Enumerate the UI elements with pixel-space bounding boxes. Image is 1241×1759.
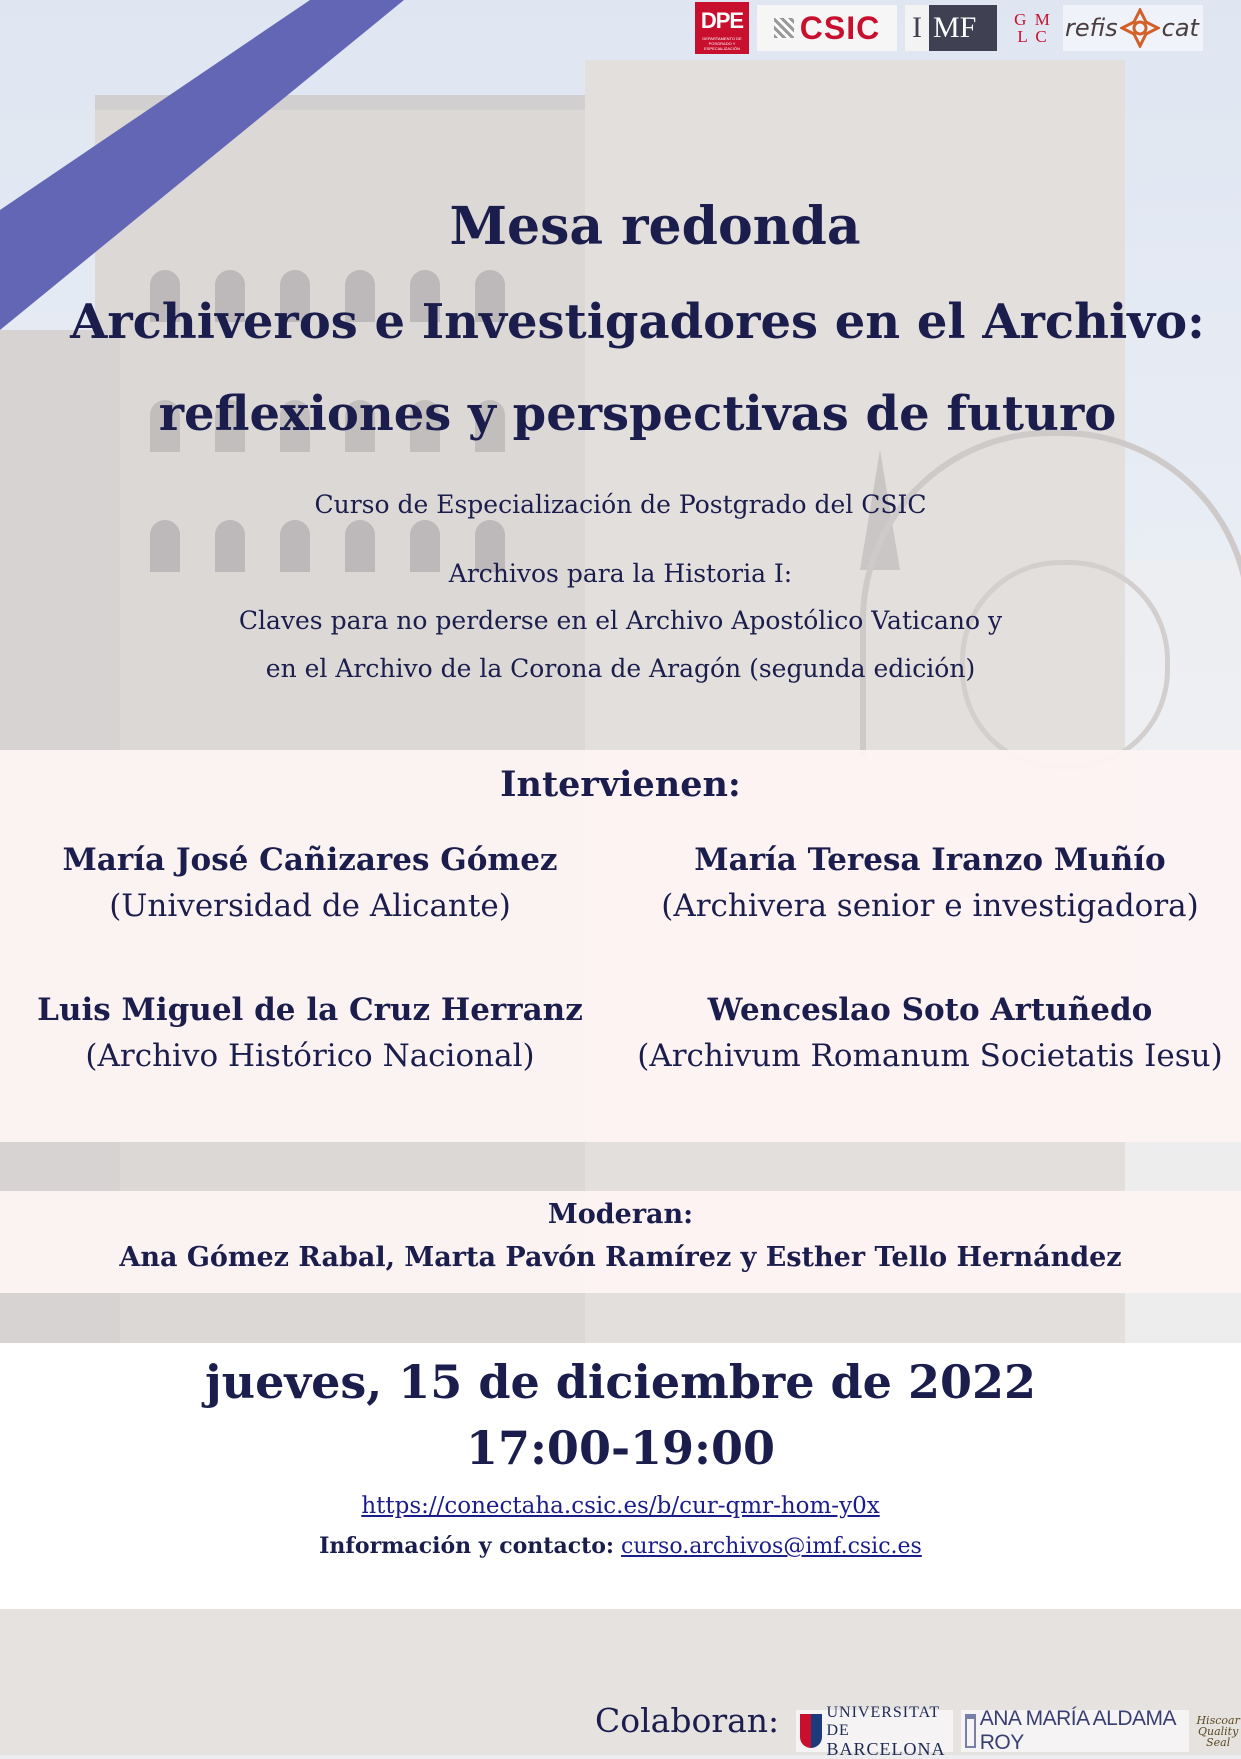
speaker [0, 992, 620, 1074]
csic-logo[interactable] [757, 5, 897, 51]
speaker-name: María José Cañizares Gómez [62, 842, 558, 878]
refiscat-logo-right: cat [1161, 14, 1199, 42]
collaborator-logos [796, 1704, 1241, 1759]
quality-seal-logo[interactable] [1195, 1710, 1241, 1752]
collaborators-label: Colaboran: [595, 1701, 780, 1740]
speaker [0, 842, 620, 924]
csic-mark-icon [774, 18, 794, 38]
shield-icon [800, 1714, 822, 1748]
moderators-heading: Moderan: [547, 1199, 694, 1230]
dpe-logo[interactable] [695, 2, 749, 54]
column-icon [965, 1714, 976, 1748]
course-title-line-3: en el Archivo de la Corona de Aragón (segunda edición) [265, 654, 976, 683]
dpe-logo-text: DPE [700, 8, 744, 33]
speaker-affiliation: (Archivum Romanum Societatis Iesu) [637, 1038, 1223, 1074]
imf-logo-mf: MF [933, 11, 977, 44]
event-time: 17:00-19:00 [465, 1421, 776, 1475]
title-line-1: Archiveros e Investigadores en el Archivo: [70, 294, 1205, 350]
moderators-names: Ana Gómez Rabal, Marta Pavón Ramírez y Esther Tello Hernández [119, 1242, 1122, 1273]
gmlc-logo[interactable] [1003, 5, 1063, 51]
refiscat-logo-left: refis [1065, 14, 1118, 42]
speaker-name: Wenceslao Soto Artuñedo [707, 992, 1153, 1028]
imf-logo[interactable] [905, 5, 997, 51]
speaker-affiliation: (Universidad de Alicante) [109, 888, 511, 924]
knot-icon [1120, 8, 1160, 48]
course-title-line-2: Claves para no perderse en el Archivo Apostólico Vaticano y [238, 606, 1003, 635]
speaker [620, 992, 1240, 1074]
contact-label: Información y contacto: [319, 1533, 615, 1559]
course-name: Curso de Especialización de Postgrado del CSIC [314, 490, 927, 519]
ama-foundation-logo[interactable] [961, 1707, 1189, 1754]
course-title-line-1: Archivos para la Historia I: [448, 559, 793, 588]
diagonal-band [0, 0, 420, 340]
speakers-panel [0, 750, 1241, 1142]
dpe-logo-subtext: DEPARTAMENTO DE POSGRADO Y ESPECIALIZACIÓN [702, 36, 742, 51]
contact-email-link[interactable]: curso.archivos@imf.csic.es [621, 1534, 922, 1559]
speakers-heading: Intervienen: [500, 764, 741, 805]
speaker-affiliation: (Archivo Histórico Nacional) [85, 1038, 535, 1074]
speaker [620, 842, 1240, 924]
ub-logo[interactable] [796, 1704, 953, 1759]
contact-line [0, 1533, 1241, 1559]
moderators-panel [0, 1191, 1241, 1293]
ama-foundation-text: ANA MARÍA ALDAMA ROY [979, 1707, 1175, 1754]
gmlc-logo-top: G M [1014, 10, 1052, 29]
gmlc-logo-bottom: L C [1017, 27, 1049, 46]
refiscat-logo[interactable] [1063, 5, 1203, 51]
partner-logos [695, 0, 1203, 56]
speaker-affiliation: (Archivera senior e investigadora) [661, 888, 1199, 924]
title-line-2: reflexiones y perspectivas de futuro [158, 386, 1117, 442]
imf-logo-i: I [905, 5, 929, 51]
meeting-link[interactable]: https://conectaha.csic.es/b/cur-qmr-hom-y0x [361, 1493, 880, 1519]
speaker-name: Luis Miguel de la Cruz Herranz [37, 992, 583, 1028]
event-date: jueves, 15 de diciembre de 2022 [205, 1355, 1036, 1409]
speaker-name: María Teresa Iranzo Muñío [694, 842, 1166, 878]
ub-logo-line-2: BARCELONA [826, 1739, 946, 1759]
event-type: Mesa redonda [449, 196, 861, 257]
diagonal-band-shape [0, 0, 404, 330]
csic-logo-text: CSIC [799, 9, 881, 46]
schedule-panel [0, 1343, 1241, 1609]
ub-logo-line-1: UNIVERSITAT DE [826, 1704, 940, 1739]
quality-seal-text: Hiscoar Quality Seal [1196, 1713, 1240, 1749]
